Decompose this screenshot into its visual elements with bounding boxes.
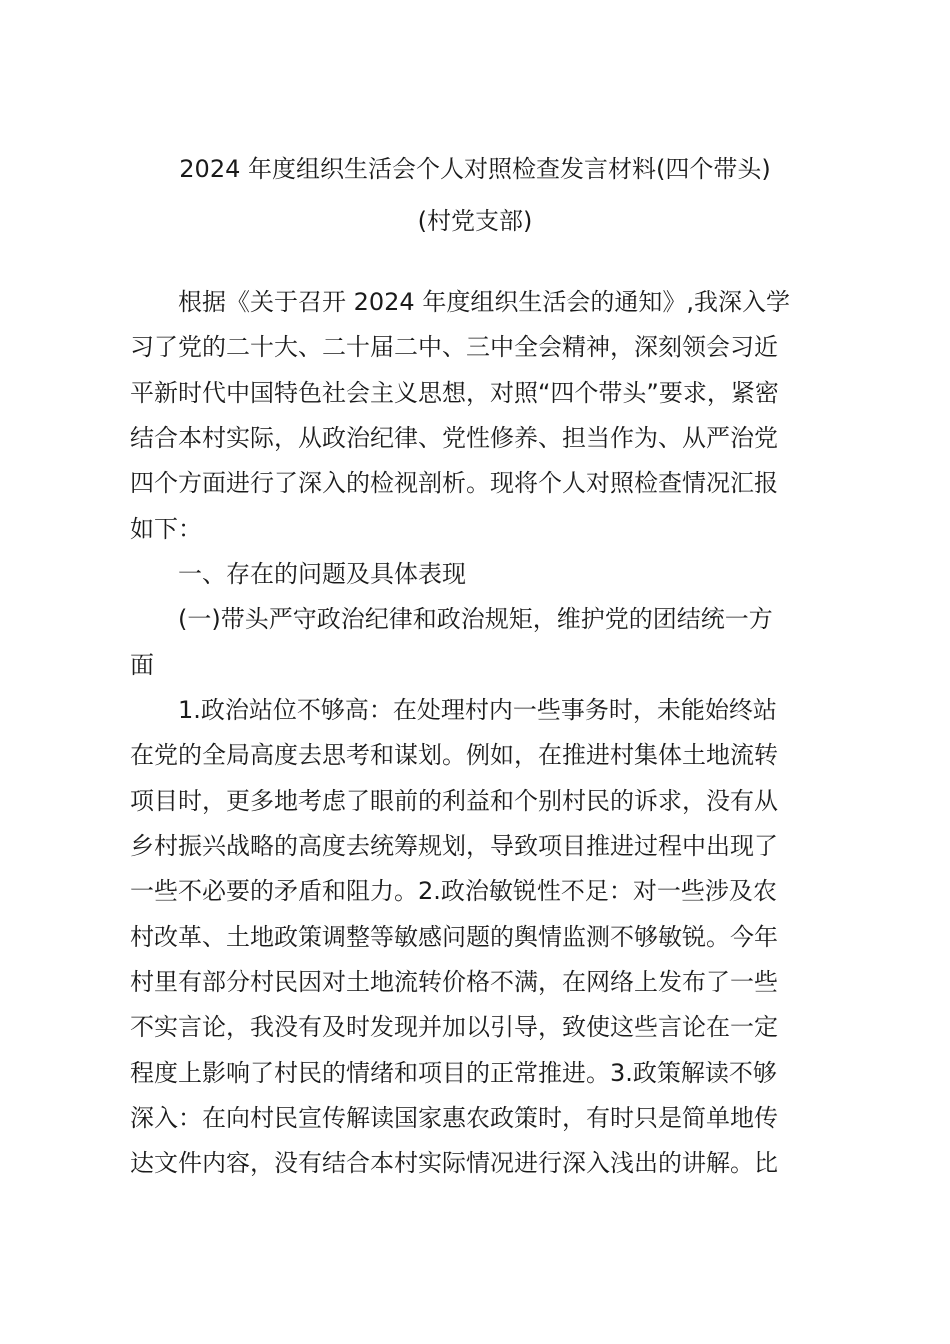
body-line: 深入：在向村民宣传解读国家惠农政策时，有时只是简单地传 — [130, 1104, 778, 1132]
body-line: 结合本村实际，从政治纪律、党性修养、担当作为、从严治党 — [130, 424, 778, 452]
body-line: 不实言论，我没有及时发现并加以引导，致使这些言论在一定 — [130, 1013, 778, 1041]
body-line: 一些不必要的矛盾和阻力。2.政治敏锐性不足：对一些涉及农 — [130, 877, 777, 905]
body-line: 根据《关于召开 2024 年度组织生活会的通知》,我深入学 — [178, 288, 790, 316]
subsection-heading: (一)带头严守政治纪律和政治规矩，维护党的团结统一方 — [178, 605, 773, 633]
body-line: 项目时，更多地考虑了眼前的利益和个别村民的诉求，没有从 — [130, 787, 778, 815]
body-line: 四个方面进行了深入的检视剖析。现将个人对照检查情况汇报 — [130, 469, 778, 497]
body-line: 乡村振兴战略的高度去统筹规划，导致项目推进过程中出现了 — [130, 832, 778, 860]
section-heading: 一、存在的问题及具体表现 — [178, 560, 466, 588]
body-line: 习了党的二十大、二十届二中、三中全会精神，深刻领会习近 — [130, 333, 778, 361]
body-line: 村改革、土地政策调整等敏感问题的舆情监测不够敏锐。今年 — [130, 923, 778, 951]
body-line: 达文件内容，没有结合本村实际情况进行深入浅出的讲解。比 — [130, 1149, 778, 1177]
document-subtitle: (村党支部) — [417, 207, 533, 235]
document-title: 2024 年度组织生活会个人对照检查发言材料(四个带头) — [179, 155, 771, 183]
subsection-heading-cont: 面 — [130, 651, 154, 679]
body-line: 如下： — [130, 515, 202, 543]
body-line: 程度上影响了村民的情绪和项目的正常推进。3.政策解读不够 — [130, 1059, 777, 1087]
body-line: 平新时代中国特色社会主义思想，对照“四个带头”要求，紧密 — [130, 379, 779, 407]
body-line: 村里有部分村民因对土地流转价格不满，在网络上发布了一些 — [130, 968, 778, 996]
body-line: 在党的全局高度去思考和谋划。例如，在推进村集体土地流转 — [130, 741, 778, 769]
body-line: 1.政治站位不够高：在处理村内一些事务时，未能始终站 — [178, 696, 777, 724]
